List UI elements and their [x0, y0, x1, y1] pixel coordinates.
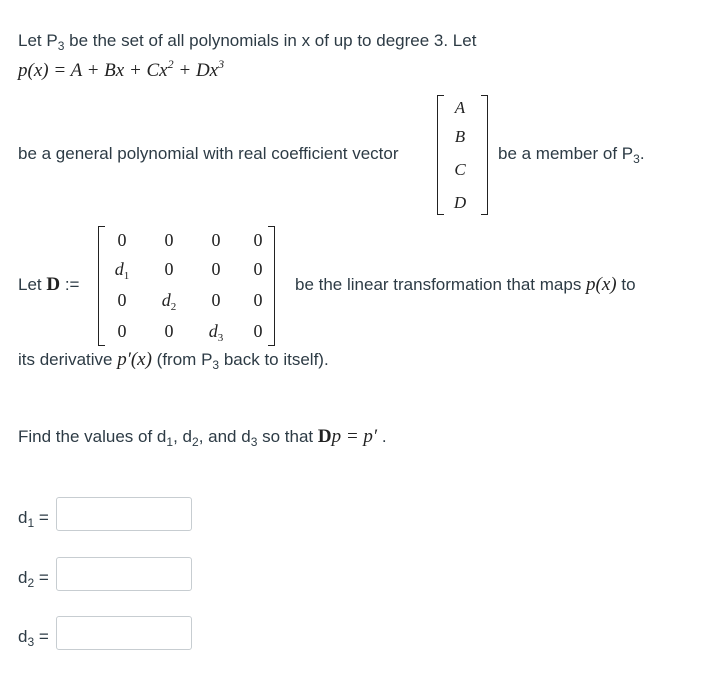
vector-entry: D [453, 193, 467, 212]
matrix-cell: 0 [253, 230, 263, 250]
vector-entry: A [454, 98, 466, 117]
vector-entry: C [454, 160, 466, 179]
matrix-cell: 0 [253, 259, 263, 279]
d3-input[interactable] [56, 616, 192, 650]
matrix-cell: 0 [253, 321, 263, 341]
matrix-cell: 0 [211, 259, 221, 279]
matrix-cell: 0 [117, 290, 127, 310]
polynomial-definition: $p(x) = A + Bx + Cx^2 + Dx^3$ [18, 57, 225, 81]
matrix-cell: 0 [164, 321, 174, 341]
intro-line: Let $P_3$ be the set of all polynomials in x of up to degree 3. Let [18, 31, 477, 53]
vector-entry: B [454, 127, 466, 146]
matrix-cell: 0 [253, 290, 263, 310]
linear-transformation-text: be the linear transformation that maps p(x) to [295, 274, 636, 295]
matrix-cell: 0 [117, 230, 127, 250]
d2-input[interactable] [56, 557, 192, 591]
matrix-cell-d2: $d_2$ [161, 290, 177, 313]
matrix-cell-d3: $d_3$ [208, 321, 224, 344]
matrix-cell: 0 [164, 230, 174, 250]
matrix-cell-d1: $d_1$ [114, 259, 130, 282]
matrix-cell: 0 [164, 259, 174, 279]
coef-vector-text: be a general polynomial with real coefficient vector [18, 144, 399, 163]
matrix-cell: 0 [211, 290, 221, 310]
member-text: be a member of $P_3$. [498, 144, 645, 166]
matrix-cell: 0 [117, 321, 127, 341]
let-D-label: Let D := [18, 274, 80, 295]
question-text: Find the values of $d_1$, $d_2$, and $d_3$ so that Dp = p′ . [18, 426, 387, 449]
d2-label: $d_2$ = [18, 568, 49, 590]
p3-symbol: $P_3$ [46, 31, 65, 53]
d3-label: $d_3$ = [18, 627, 49, 649]
d1-input[interactable] [56, 497, 192, 531]
matrix-cell: 0 [211, 230, 221, 250]
derivative-line: its derivative p′(x) (from $P_3$ back to itself). [18, 349, 329, 372]
d1-label: $d_1$ = [18, 508, 49, 530]
